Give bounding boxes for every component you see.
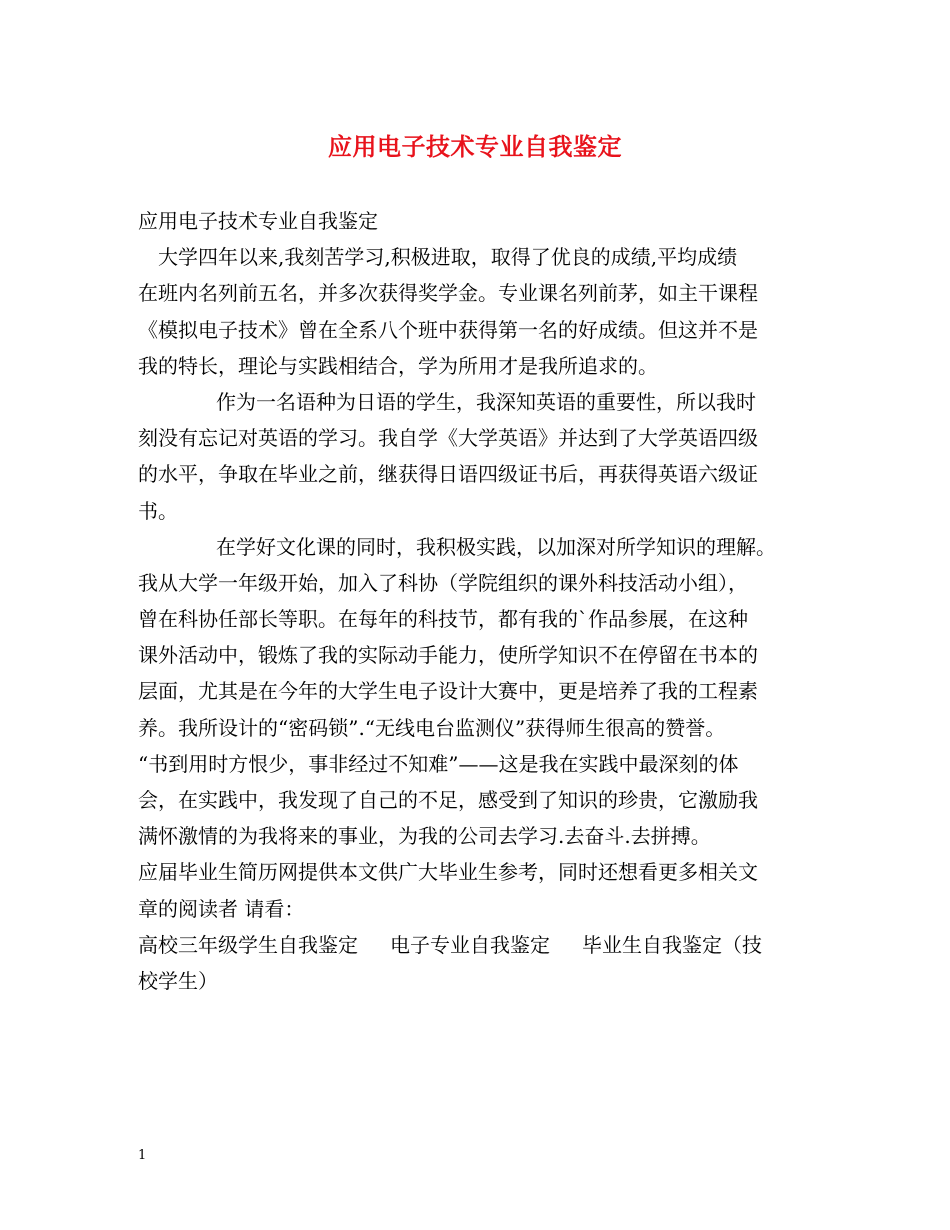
related-link-graduate-self-assessment-wrap[interactable]: 校学生） <box>138 968 218 993</box>
related-link-electronics-self-assessment[interactable]: 电子专业自我鉴定 <box>390 932 550 957</box>
paragraph-3-line: 曾在科协任部长等职。在每年的科技节，都有我的`作品参展，在这种 <box>138 607 748 632</box>
document-title: 应用电子技术专业自我鉴定 <box>328 132 622 161</box>
paragraph-1-line: 在班内名列前五名，并多次获得奖学金。专业课名列前茅，如主干课程 <box>138 281 758 306</box>
paragraph-3-line: 在学好文化课的同时，我积极实践，以加深对所学知识的理解。 <box>216 534 776 559</box>
paragraph-3-line: 层面，尤其是在今年的大学生电子设计大赛中，更是培养了我的工程素 <box>138 679 758 704</box>
paragraph-2-line: 的水平，争取在毕业之前，继获得日语四级证书后，再获得英语六级证 <box>138 462 758 487</box>
paragraph-3-line: 课外活动中，锻炼了我的实际动手能力，使所学知识不在停留在书本的 <box>138 643 758 668</box>
paragraph-1-line: 《模拟电子技术》曾在全系八个班中获得第一名的好成绩。但这并不是 <box>138 317 758 342</box>
footer-note-line: 应届毕业生简历网提供本文供广大毕业生参考，同时还想看更多相关文 <box>138 860 758 885</box>
paragraph-2-line: 刻没有忘记对英语的学习。我自学《大学英语》并达到了大学英语四级 <box>138 426 758 451</box>
document-subtitle: 应用电子技术专业自我鉴定 <box>138 209 378 233</box>
paragraph-3-line: “书到用时方恨少，事非经过不知难”——这是我在实践中最深刻的体 <box>138 751 739 776</box>
page-number: 1 <box>138 1148 147 1163</box>
paragraph-3-line: 养。我所设计的“密码锁”.“无线电台监测仪”获得师生很高的赞誉。 <box>138 715 726 740</box>
paragraph-2-line: 作为一名语种为日语的学生，我深知英语的重要性，所以我时 <box>216 389 756 414</box>
related-link-grade3-self-assessment[interactable]: 高校三年级学生自我鉴定 <box>138 932 358 957</box>
paragraph-3-line: 我从大学一年级开始，加入了科协（学院组织的课外科技活动小组）， <box>138 570 748 595</box>
paragraph-3-line: 满怀激情的为我将来的事业，为我的公司去学习.去奋斗.去拼搏。 <box>138 824 711 849</box>
paragraph-2-line: 书。 <box>138 498 178 523</box>
related-links <box>138 927 828 963</box>
footer-note-line: 章的阅读者 请看： <box>138 896 305 921</box>
paragraph-1-line: 大学四年以来,我刻苦学习,积极进取，取得了优良的成绩,平均成绩 <box>158 245 738 270</box>
document-body <box>138 203 828 999</box>
paragraph-1-line: 我的特长，理论与实践相结合，学为所用才是我所追求的。 <box>138 353 658 378</box>
paragraph-3-line: 会，在实践中，我发现了自己的不足，感受到了知识的珍贵，它激励我 <box>138 788 758 812</box>
related-link-graduate-self-assessment[interactable]: 毕业生自我鉴定（技 <box>582 932 762 957</box>
